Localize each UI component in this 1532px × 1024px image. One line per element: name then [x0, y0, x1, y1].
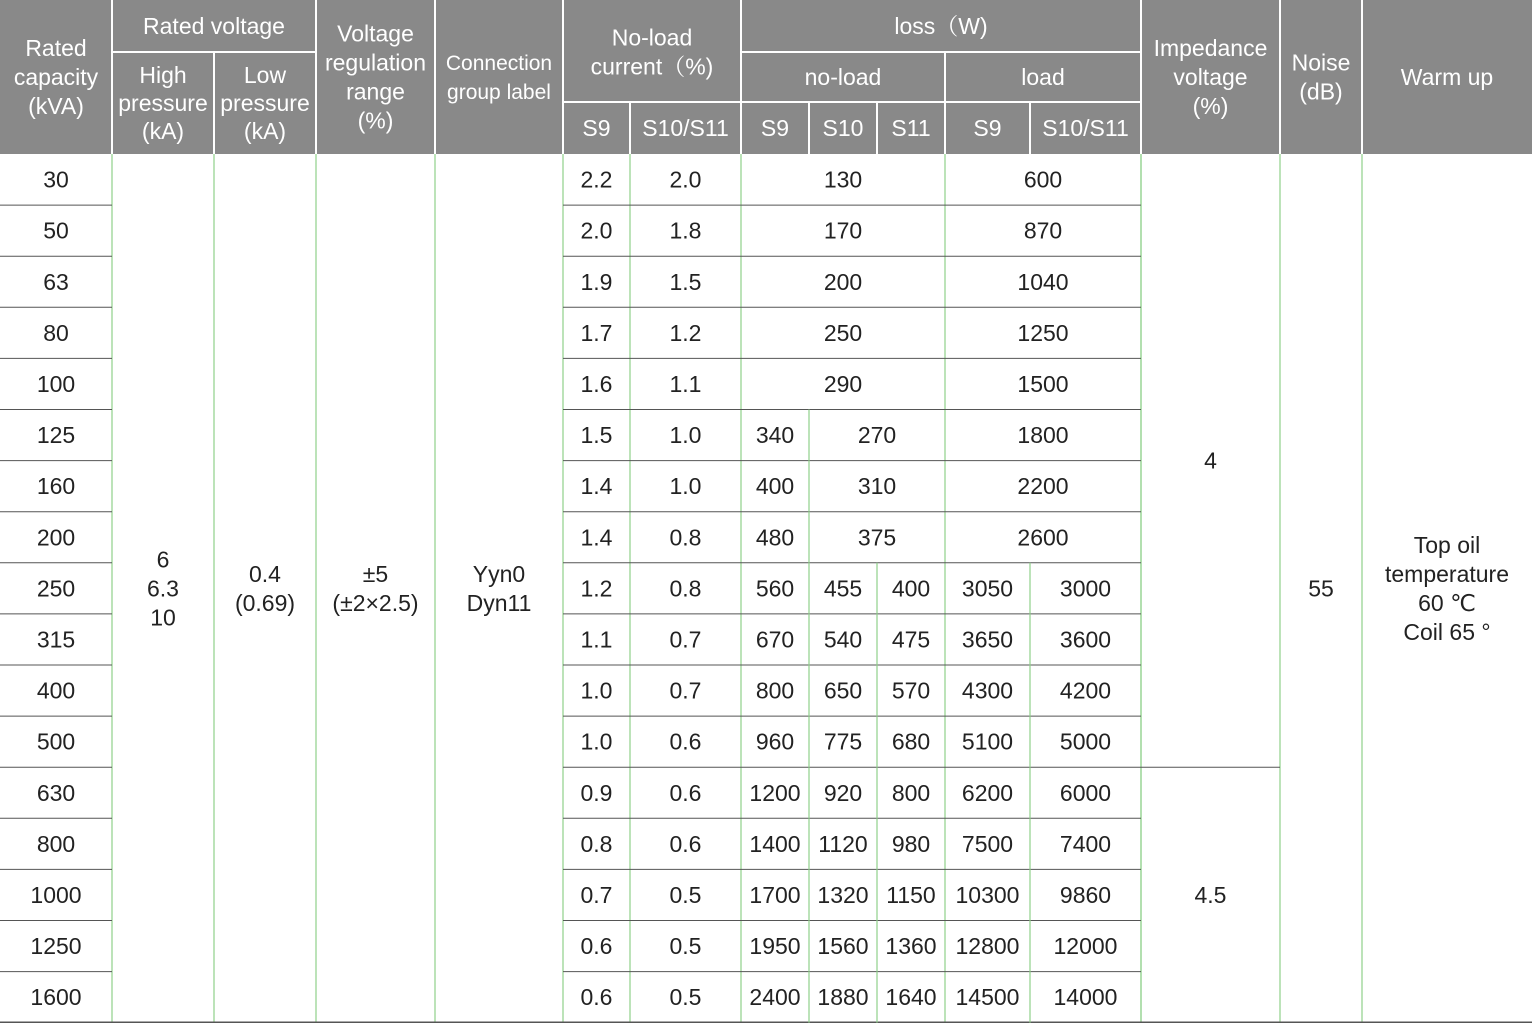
- load-loss-cell: 1500: [1017, 370, 1069, 397]
- high-pressure-cell: 10: [150, 604, 176, 631]
- capacity-cell: 400: [36, 677, 76, 704]
- load-loss-cell: 1250: [1017, 319, 1069, 346]
- no-load-loss-s9-cell: 400: [755, 473, 795, 500]
- no-load-loss-s10-cell: 540: [823, 626, 863, 653]
- header-nl-s11: S11: [891, 115, 931, 141]
- load-loss-s9-cell: 3050: [961, 575, 1014, 602]
- header-voltage-regulation: regulation: [324, 49, 427, 76]
- no-load-loss-s9-cell: 480: [755, 524, 795, 551]
- nlc-s10-s11-cell: 2.0: [669, 166, 702, 193]
- header-rated-capacity: (kVA): [28, 93, 84, 119]
- nlc-s10-s11-cell: 0.6: [669, 779, 702, 806]
- noise-cell: 55: [1308, 575, 1334, 602]
- no-load-loss-s10-cell: 1320: [817, 881, 869, 908]
- load-loss-cell: 1040: [1017, 268, 1069, 295]
- impedance-lower-cell: 4.5: [1194, 881, 1227, 908]
- no-load-loss-s9-cell: 800: [755, 677, 795, 704]
- nlc-s9-cell: 0.6: [580, 933, 613, 960]
- capacity-cell: 315: [36, 626, 76, 653]
- header-ld-s10-s11: S10/S11: [1042, 115, 1129, 141]
- no-load-loss-s10-s11-cell: 270: [857, 422, 897, 449]
- capacity-cell: 160: [36, 473, 76, 500]
- load-loss-cell: 1800: [1017, 422, 1069, 449]
- high-pressure-cell: 6.3: [147, 575, 179, 602]
- nlc-s10-s11-cell: 0.6: [669, 728, 702, 755]
- load-loss-s10-s11-cell: 4200: [1059, 677, 1112, 704]
- warm-up-cell: 60 ℃: [1418, 589, 1476, 616]
- load-loss-cell: 2600: [1017, 524, 1069, 551]
- no-load-loss-s11-cell: 570: [891, 677, 931, 704]
- capacity-cell: 630: [36, 779, 76, 806]
- load-loss-s9-cell: 6200: [961, 779, 1014, 806]
- no-load-loss-s9-cell: 2400: [749, 984, 801, 1011]
- capacity-cell: 63: [43, 268, 69, 295]
- header-high-pressure: pressure: [118, 90, 208, 116]
- nlc-s9-cell: 2.0: [580, 217, 613, 244]
- no-load-loss-s11-cell: 1150: [886, 881, 936, 908]
- header-noise: (dB): [1299, 78, 1343, 105]
- nlc-s9-cell: 1.9: [580, 268, 613, 295]
- no-load-loss-s10-s11-cell: 310: [857, 473, 897, 500]
- header-loss-load: load: [1021, 64, 1065, 90]
- nlc-s10-s11-cell: 0.8: [669, 524, 702, 551]
- capacity-cell: 800: [36, 830, 76, 857]
- nlc-s10-s11-cell: 0.6: [669, 830, 702, 857]
- header-no-load-current: current（%): [590, 53, 714, 80]
- nlc-s9-cell: 0.8: [580, 830, 613, 857]
- nlc-s9-cell: 1.5: [580, 422, 613, 449]
- load-loss-cell: 870: [1023, 217, 1063, 244]
- header-ld-s9: S9: [973, 115, 1002, 141]
- nlc-s9-cell: 1.4: [580, 524, 613, 551]
- no-load-loss-s9-cell: 560: [755, 575, 795, 602]
- no-load-loss-s11-cell: 1640: [885, 984, 937, 1011]
- nlc-s9-cell: 1.2: [580, 575, 613, 602]
- no-load-loss-s10-cell: 1120: [818, 830, 868, 857]
- nlc-s10-s11-cell: 1.0: [669, 422, 702, 449]
- header-impedance-voltage: (%): [1192, 93, 1229, 119]
- no-load-loss-s11-cell: 475: [891, 626, 931, 653]
- header-impedance-voltage: Impedance: [1153, 35, 1268, 61]
- load-loss-cell: 600: [1023, 166, 1063, 193]
- connection-group-cell: Dyn11: [466, 589, 532, 616]
- nlc-s9-cell: 0.7: [580, 881, 613, 908]
- nlc-s9-cell: 1.0: [580, 677, 613, 704]
- capacity-cell: 1250: [30, 933, 82, 960]
- header-nl-s10: S10: [822, 115, 864, 141]
- load-loss-s9-cell: 5100: [961, 728, 1014, 755]
- load-loss-s9-cell: 7500: [961, 830, 1014, 857]
- low-pressure-cell: 0.4: [249, 560, 281, 587]
- capacity-cell: 1600: [30, 984, 82, 1011]
- no-load-loss-s9-cell: 1950: [749, 933, 801, 960]
- nlc-s10-s11-cell: 1.5: [669, 268, 702, 295]
- nlc-s9-cell: 0.6: [580, 984, 613, 1011]
- no-load-loss-s10-cell: 455: [823, 575, 863, 602]
- nlc-s9-cell: 0.9: [580, 779, 613, 806]
- header-impedance-voltage: voltage: [1173, 64, 1248, 90]
- capacity-cell: 50: [43, 217, 69, 244]
- no-load-loss-cell: 170: [823, 217, 863, 244]
- nlc-s10-s11-cell: 1.8: [669, 217, 702, 244]
- no-load-loss-s9-cell: 960: [755, 728, 795, 755]
- header-rated-capacity: Rated: [25, 35, 87, 61]
- load-loss-s9-cell: 14500: [955, 984, 1020, 1011]
- capacity-cell: 100: [36, 370, 76, 397]
- header-no-load-current: No-load: [611, 24, 693, 51]
- header-connection-group: group label: [447, 81, 551, 104]
- no-load-loss-s10-cell: 650: [823, 677, 863, 704]
- no-load-loss-cell: 290: [823, 370, 863, 397]
- header-voltage-regulation: Voltage: [337, 20, 414, 47]
- no-load-loss-cell: 250: [823, 319, 863, 346]
- no-load-loss-s10-cell: 1880: [817, 984, 869, 1011]
- nlc-s9-cell: 1.4: [580, 473, 613, 500]
- no-load-loss-cell: 130: [823, 166, 863, 193]
- nlc-s10-s11-cell: 0.8: [669, 575, 702, 602]
- header-low-pressure: pressure: [220, 90, 310, 116]
- warm-up-cell: Coil 65 °: [1403, 618, 1491, 645]
- header-low-pressure: Low: [243, 62, 287, 88]
- no-load-loss-s11-cell: 680: [891, 728, 931, 755]
- header-noise: Noise: [1291, 49, 1351, 76]
- load-loss-cell: 2200: [1017, 473, 1069, 500]
- no-load-loss-cell: 200: [823, 268, 863, 295]
- nlc-s10-s11-cell: 0.5: [669, 984, 702, 1011]
- load-loss-s9-cell: 3650: [961, 626, 1014, 653]
- no-load-loss-s9-cell: 1700: [749, 881, 801, 908]
- nlc-s10-s11-cell: 1.1: [669, 370, 702, 397]
- load-loss-s10-s11-cell: 14000: [1053, 984, 1118, 1011]
- load-loss-s10-s11-cell: 6000: [1059, 779, 1112, 806]
- header-voltage-regulation: range: [346, 78, 405, 105]
- nlc-s9-cell: 1.7: [580, 319, 613, 346]
- warm-up-cell: temperature: [1384, 560, 1510, 587]
- no-load-loss-s9-cell: 1200: [749, 779, 801, 806]
- header-loss-no-load: no-load: [804, 64, 882, 90]
- no-load-loss-s11-cell: 800: [891, 779, 931, 806]
- nlc-s9-cell: 1.0: [580, 728, 613, 755]
- nlc-s10-s11-cell: 0.5: [669, 881, 702, 908]
- nlc-s9-cell: 1.1: [580, 626, 613, 653]
- impedance-upper-cell: 4: [1204, 447, 1217, 474]
- header-warm-up: Warm up: [1400, 64, 1494, 90]
- load-loss-s10-s11-cell: 5000: [1059, 728, 1112, 755]
- no-load-loss-s9-cell: 670: [755, 626, 795, 653]
- capacity-cell: 200: [36, 524, 76, 551]
- no-load-loss-s10-cell: 1560: [817, 933, 869, 960]
- nlc-s9-cell: 2.2: [580, 166, 613, 193]
- no-load-loss-s11-cell: 400: [891, 575, 931, 602]
- capacity-cell: 250: [36, 575, 76, 602]
- nlc-s10-s11-cell: 0.7: [669, 677, 702, 704]
- no-load-loss-s10-cell: 775: [823, 728, 863, 755]
- capacity-cell: 1000: [30, 881, 82, 908]
- no-load-loss-s10-s11-cell: 375: [857, 524, 897, 551]
- no-load-loss-s9-cell: 1400: [749, 830, 801, 857]
- header-low-pressure: (kA): [243, 118, 287, 144]
- header-nlc-s10-s11: S10/S11: [642, 115, 729, 141]
- header-high-pressure: (kA): [141, 118, 185, 144]
- header-voltage-regulation: (%): [357, 107, 394, 134]
- low-pressure-cell: (0.69): [234, 589, 296, 616]
- header-nl-s9: S9: [760, 115, 790, 141]
- no-load-loss-s10-cell: 920: [823, 779, 863, 806]
- load-loss-s10-s11-cell: 3600: [1059, 626, 1112, 653]
- voltage-regulation-cell: (±2×2.5): [332, 589, 419, 616]
- high-pressure-cell: 6: [156, 546, 170, 573]
- header-rated-capacity: capacity: [13, 64, 99, 90]
- header-high-pressure: High: [139, 62, 187, 88]
- capacity-cell: 30: [43, 166, 69, 193]
- capacity-cell: 125: [36, 422, 76, 449]
- load-loss-s9-cell: 12800: [955, 933, 1020, 960]
- voltage-regulation-cell: ±5: [362, 560, 389, 587]
- load-loss-s9-cell: 4300: [961, 677, 1014, 704]
- nlc-s10-s11-cell: 1.0: [669, 473, 702, 500]
- no-load-loss-s11-cell: 980: [891, 830, 931, 857]
- capacity-cell: 80: [43, 319, 69, 346]
- nlc-s9-cell: 1.6: [580, 370, 613, 397]
- nlc-s10-s11-cell: 0.7: [669, 626, 702, 653]
- header-loss: loss（W): [894, 13, 988, 39]
- no-load-loss-s9-cell: 340: [755, 422, 795, 449]
- no-load-loss-s11-cell: 1360: [885, 933, 937, 960]
- warm-up-cell: Top oil: [1413, 531, 1481, 558]
- load-loss-s9-cell: 10300: [955, 881, 1020, 908]
- header-rated-voltage: Rated voltage: [143, 13, 285, 39]
- load-loss-s10-s11-cell: 12000: [1053, 933, 1118, 960]
- load-loss-s10-s11-cell: 3000: [1059, 575, 1112, 602]
- capacity-cell: 500: [36, 728, 76, 755]
- nlc-s10-s11-cell: 1.2: [669, 319, 702, 346]
- nlc-s10-s11-cell: 0.5: [669, 933, 702, 960]
- load-loss-s10-s11-cell: 9860: [1059, 881, 1112, 908]
- connection-group-cell: Yyn0: [472, 560, 526, 587]
- header-nlc-s9: S9: [582, 115, 611, 141]
- header-connection-group: Connection: [445, 52, 553, 75]
- load-loss-s10-s11-cell: 7400: [1059, 830, 1112, 857]
